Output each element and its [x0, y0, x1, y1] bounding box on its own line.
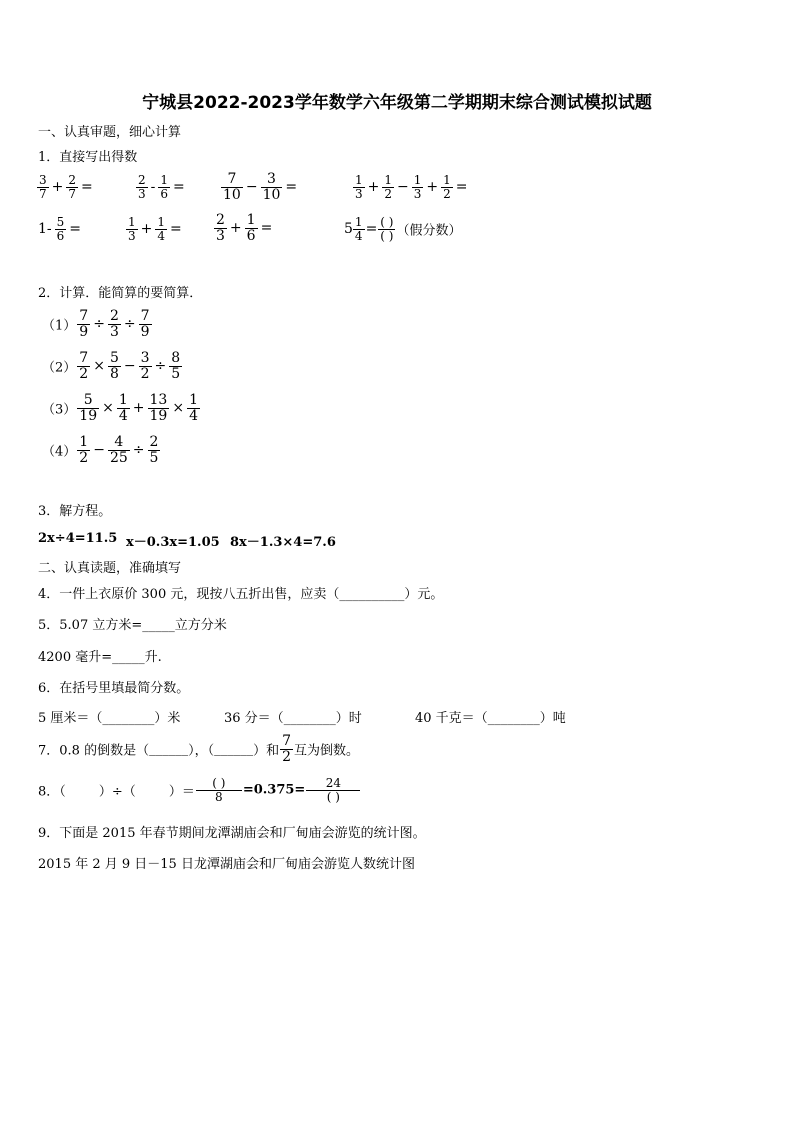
equation-3: 8x－1.3×4=7.6 — [230, 535, 336, 550]
equation-2: x－0.3x=1.05 — [126, 535, 220, 550]
q2-item-3: （3） $\frac{5}{19}$ × $\frac{1}{4}$ + $\frac{13}{19}$ × $\frac{1}{4}$ — [42, 392, 198, 424]
question-7: 7．0.8 的倒数是（______），（______）和 $\frac{7}{2}$ 互为倒数。 — [38, 733, 360, 765]
question-2-label: 2．计算．能简算的要简算． — [38, 286, 203, 301]
q6-item-1: 5 厘米＝（________）米 — [38, 711, 181, 726]
q6-blank-2[interactable]: ________ — [283, 711, 336, 726]
section-1-heading: 一、认真审题，细心计算 — [38, 125, 182, 140]
q8-blank-1[interactable] — [66, 783, 99, 798]
question-9: 9．下面是 2015 年春节期间龙潭湖庙会和厂甸庙会游览的统计图。 — [38, 826, 426, 841]
q6-item-2: 36 分＝（________）时 — [224, 711, 362, 726]
q1-item-7: $\frac{2}{3}$ + $\frac{1}{6}$ = — [216, 212, 273, 244]
q2-item-1: （1） $\frac{7}{9}$ ÷ $\frac{2}{3}$ ÷ $\frac{7}{9}$ — [42, 308, 150, 340]
q1-item-6: $\frac{1}{3}$ + $\frac{1}{4}$ = — [128, 215, 182, 243]
q2-item-4: （4） $\frac{1}{2}$ − $\frac{4}{25}$ ÷ $\frac{2}{5}$ — [42, 434, 159, 466]
q2-item-2: （2） $\frac{7}{2}$ × $\frac{5}{8}$ − $\frac{3}{2}$ ÷ $\frac{8}{5}$ — [42, 350, 181, 382]
q5-blank-2[interactable]: _____ — [112, 650, 145, 665]
q7-blank-2[interactable]: ______ — [214, 741, 254, 757]
question-8: 8．（ ）÷（ ）＝ $\frac{( )}{8}$ =0.375= $\frac{24}{( )}$ — [38, 777, 361, 803]
q6-blank-1[interactable]: ________ — [102, 711, 155, 726]
q7-blank-1[interactable]: ______ — [149, 741, 189, 757]
q6-blank-3[interactable]: ________ — [487, 711, 540, 726]
section-2-heading: 二、认真读题，准确填写 — [38, 561, 182, 576]
q8-blank-2[interactable] — [136, 783, 169, 798]
q5-blank-1[interactable]: _____ — [142, 618, 175, 633]
q4-answer-blank[interactable]: __________ — [339, 587, 405, 602]
q1-item-4: $\frac{1}{3}$ + $\frac{1}{2}$ − $\frac{1}{3}$ + $\frac{1}{2}$ = — [355, 173, 468, 201]
question-5-line-1: 5．5.07 立方米=_____立方分米 — [38, 618, 227, 633]
question-4: 4．一件上衣原价 300 元，现按八五折出售，应卖（__________）元。 — [38, 587, 444, 602]
question-6-label: 6．在括号里填最简分数。 — [38, 681, 190, 696]
q1-item-2: $\frac{2}{3}$ - $\frac{1}{6}$ = — [138, 173, 185, 201]
question-1-label: 1．直接写出得数 — [38, 150, 138, 165]
q1-item-3: $\frac{7}{10}$ − $\frac{3}{10}$ = — [223, 171, 298, 203]
equation-1: 2x÷4=11.5 — [38, 531, 118, 546]
q1-item-5: 1- $\frac{5}{6}$ = — [38, 215, 82, 243]
question-3-label: 3．解方程。 — [38, 504, 112, 519]
page-title: 宁城县2022-2023学年数学六年级第二学期期末综合测试模拟试题 — [142, 93, 652, 113]
question-5-line-2: 4200 毫升=_____升. — [38, 650, 162, 665]
q1-item-8: 5 $\frac{1}{4}$ = $\frac{( )}{( )}$ （假分数） — [344, 215, 462, 243]
q6-item-3: 40 千克＝（________）吨 — [415, 711, 566, 726]
q1-item-1: $\frac{3}{7}$ + $\frac{2}{7}$ = — [39, 173, 93, 201]
chart-caption: 2015 年 2 月 9 日－15 日龙潭湖庙会和厂甸庙会游览人数统计图 — [38, 857, 415, 872]
